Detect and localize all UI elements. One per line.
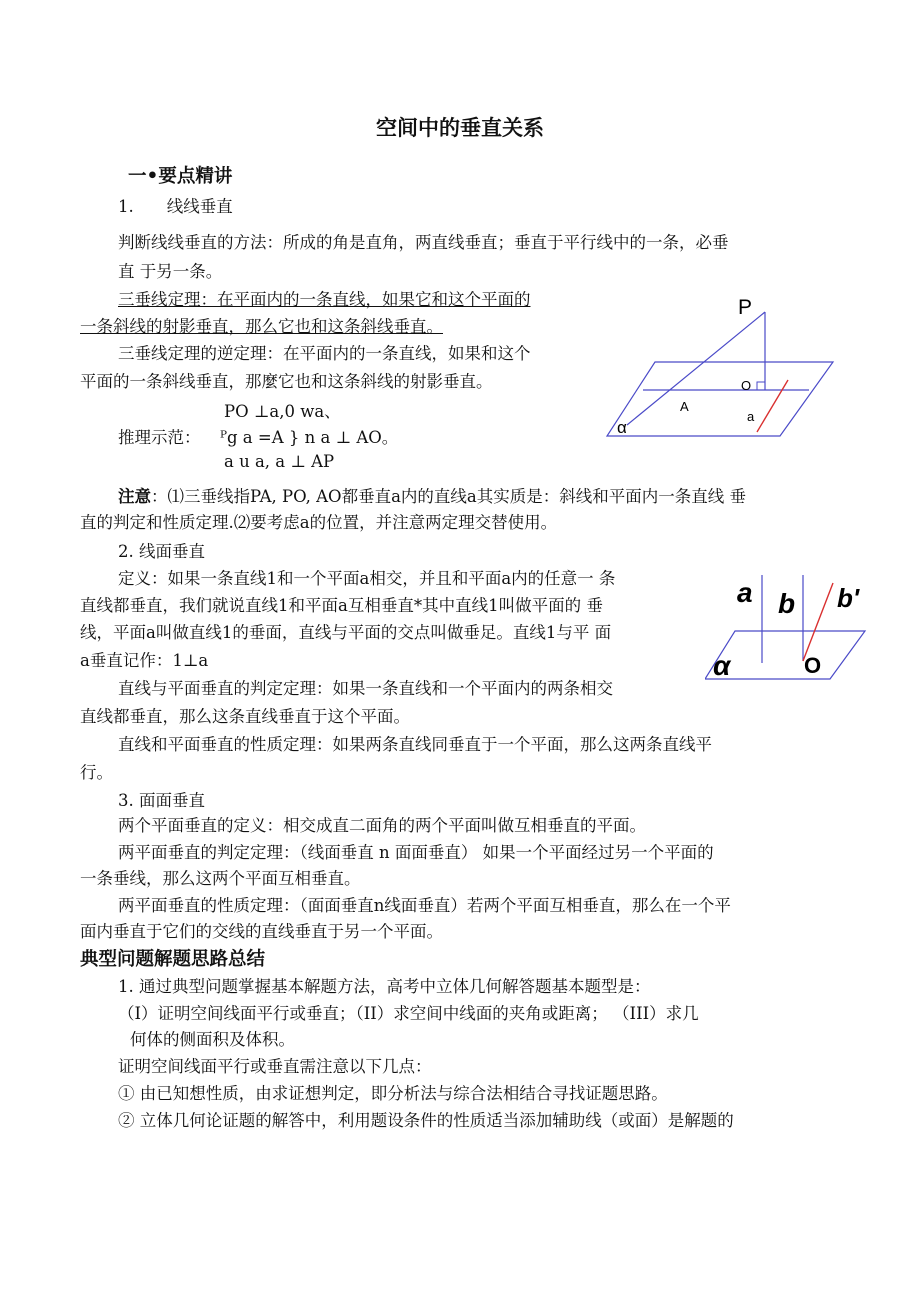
note-line [118, 486, 746, 508]
paragraph-line: 直线都垂直，那么这条直线垂直于这个平面。 [80, 707, 410, 726]
note-label: 注意 [118, 487, 151, 506]
right-angle-mark [757, 382, 765, 390]
page-title: 空间中的垂直关系 [376, 116, 544, 140]
paragraph-line: 平面的一条斜线垂直，那麼它也和这条斜线的射影垂直。 [80, 372, 493, 391]
paragraph-line: 直线与平面垂直的判定定理：如果一条直线和一个平面内的两条相交 [118, 679, 613, 698]
label-a-line: a [747, 409, 755, 424]
label-o: O [804, 653, 822, 678]
label-alpha: α [713, 650, 731, 681]
paragraph-line: 线，平面a叫做直线1的垂面，直线与平面的交点叫做垂足。直线1与平 面 [80, 623, 612, 642]
theorem-line: 三垂线定理：在平面内的一条直线，如果它和这个平面的 [118, 290, 531, 309]
reasoning-line: a u a, a ⊥ AP [224, 452, 335, 471]
label-a-point: A [680, 399, 689, 414]
paragraph-line: 直 于另一条。 [118, 262, 223, 281]
label-alpha: α [617, 418, 627, 437]
paragraph-line: 证明空间线面平行或垂直需注意以下几点： [118, 1057, 432, 1076]
label-b: b [778, 588, 796, 619]
reasoning-label: 推理示范： [118, 428, 201, 447]
paragraph-line: 行。 [80, 763, 113, 782]
note-line: 直的判定和性质定理.⑵要考虑a的位置，并注意两定理交替使用。 [80, 513, 558, 532]
paragraph-line: 何体的侧面积及体积。 [130, 1030, 295, 1049]
section-heading: 一•要点精讲 [128, 166, 233, 187]
label-b-prime: b' [837, 583, 860, 613]
label-o: O [741, 378, 752, 393]
paragraph-line: 1. 通过典型问题掌握基本解题方法，高考中立体几何解答题基本题型是： [118, 977, 651, 996]
line-a [757, 380, 788, 432]
paragraph-line: a垂直记作：1⊥a [80, 651, 209, 670]
line-b-prime [803, 583, 833, 661]
paragraph-line: 三垂线定理的逆定理：在平面内的一条直线，如果和这个 [118, 344, 531, 363]
line-plane-figure [705, 565, 875, 690]
section-heading: 典型问题解题思路总结 [80, 949, 266, 970]
paragraph-line: 两平面垂直的性质定理：（面面垂直n线面垂直）若两个平面互相垂直，那么在一个平 [118, 896, 731, 915]
paragraph-line: 直线和平面垂直的性质定理：如果两条直线同垂直于一个平面，那么这两条直线平 [118, 735, 712, 754]
reasoning-line: ᴾg a =A } n a ⊥ AO。 [220, 428, 399, 447]
note-text: ：⑴三垂线指PA, PO, AO都垂直a内的直线a其实质是：斜线和平面内一条直线 垂 [151, 487, 747, 506]
paragraph-line: 面内垂直于它们的交线的直线垂直于另一个平面。 [80, 922, 443, 941]
paragraph-line: 两平面垂直的判定定理：（线面垂直 n 面面垂直） 如果一个平面经过另一个平面的 [118, 843, 714, 862]
paragraph-line: 定义：如果一条直线1和一个平面a相交，并且和平面a内的任意一 条 [118, 569, 616, 588]
plane-alpha [607, 362, 833, 436]
paragraph-line: 判断线线垂直的方法：所成的角是直角，两直线垂直；垂直于平行线中的一条，必垂 [118, 233, 729, 252]
theorem-line: 一条斜线的射影垂直，那么它也和这条斜线垂直。 [80, 317, 443, 336]
list-item: ① 由已知想性质，由求证想判定，即分析法与综合法相结合寻找证题思路。 [118, 1084, 668, 1103]
label-a: a [737, 577, 753, 608]
paragraph-line: 两个平面垂直的定义：相交成直二面角的两个平面叫做互相垂直的平面。 [118, 816, 646, 835]
subsection-title: 2. 线面垂直 [118, 542, 205, 561]
list-item: ② 立体几何论证题的解答中，利用题设条件的性质适当添加辅助线（或面）是解题的 [118, 1111, 734, 1130]
label-p: P [738, 296, 753, 319]
paragraph-line: 一条垂线，那么这两个平面互相垂直。 [80, 869, 361, 888]
subsection-title: 3. 面面垂直 [118, 791, 205, 810]
paragraph-line: 直线都垂直，我们就说直线1和平面a互相垂直*其中直线1叫做平面的 垂 [80, 596, 603, 615]
reasoning-line: PO ⊥a,0 wa、 [224, 402, 341, 421]
subsection-title: 1. 线线垂直 [118, 197, 233, 216]
oblique-line-pa [627, 312, 765, 425]
paragraph-line: （I）证明空间线面平行或垂直；（II）求空间中线面的夹角或距离； （III）求几 [118, 1004, 699, 1023]
three-perpendiculars-figure [605, 290, 835, 450]
